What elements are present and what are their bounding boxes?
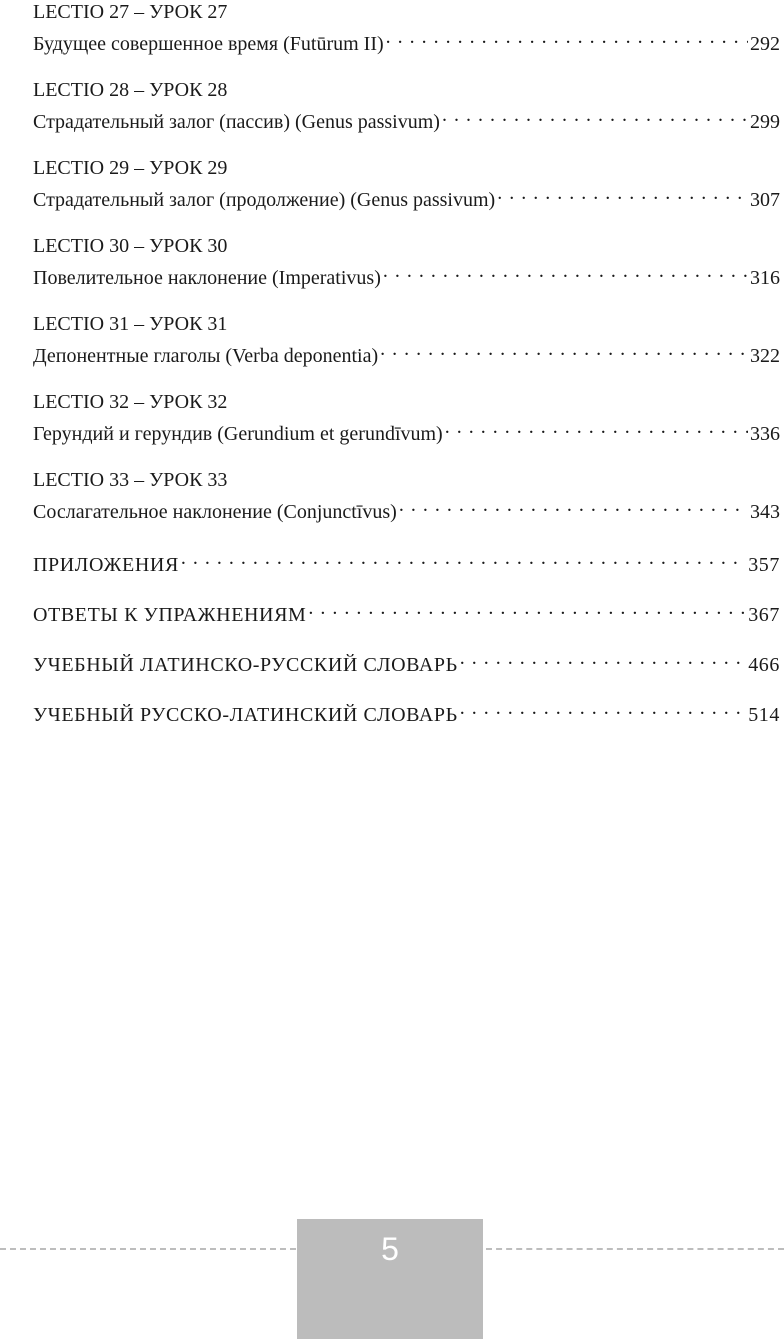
- dot-leader: [460, 696, 746, 721]
- section-title: ОТВЕТЫ К УПРАЖНЕНИЯМ: [33, 604, 307, 626]
- lesson-heading: LECTIO 30 – УРОК 30: [33, 235, 228, 257]
- footer-dashed-rule-left: [0, 1248, 296, 1250]
- toc-entry[interactable]: [33, 415, 780, 445]
- entry-page-number: 292: [750, 33, 780, 55]
- toc-lesson-31: [33, 312, 780, 367]
- entry-page-number: 307: [750, 189, 780, 211]
- toc-section-entry[interactable]: [33, 546, 780, 576]
- lesson-heading: LECTIO 28 – УРОК 28: [33, 79, 228, 101]
- toc-section-entry[interactable]: [33, 696, 780, 726]
- toc-entry[interactable]: [33, 103, 780, 133]
- dot-leader: [399, 493, 748, 518]
- footer-dashed-rule-right: [486, 1248, 784, 1250]
- dot-leader: [181, 546, 746, 571]
- section-page-number: 514: [748, 704, 780, 726]
- dot-leader: [383, 259, 748, 284]
- toc-entry[interactable]: [33, 181, 780, 211]
- entry-title: Сослагательное наклонение (Conjunctīvus): [33, 501, 397, 523]
- dot-leader: [308, 596, 746, 621]
- toc-entry[interactable]: [33, 25, 780, 55]
- toc-lesson-27: [33, 0, 780, 55]
- toc-section-entry[interactable]: [33, 646, 780, 676]
- lesson-heading: LECTIO 33 – УРОК 33: [33, 469, 228, 491]
- entry-title: Страдательный залог (пассив) (Genus passivum): [33, 111, 440, 133]
- page-number-tab: [297, 1219, 483, 1339]
- toc-section-entry[interactable]: [33, 596, 780, 626]
- table-of-contents: [33, 0, 780, 746]
- toc-lesson-28: [33, 78, 780, 133]
- entry-page-number: 299: [750, 111, 780, 133]
- lesson-heading: LECTIO 32 – УРОК 32: [33, 391, 228, 413]
- entry-title: Повелительное наклонение (Imperativus): [33, 267, 381, 289]
- dot-leader: [386, 25, 748, 50]
- lesson-heading: LECTIO 31 – УРОК 31: [33, 313, 228, 335]
- dot-leader: [460, 646, 746, 671]
- section-title: УЧЕБНЫЙ ЛАТИНСКО-РУССКИЙ СЛОВАРЬ: [33, 654, 458, 676]
- dot-leader: [380, 337, 748, 362]
- toc-sections: [33, 546, 780, 726]
- toc-entry[interactable]: [33, 493, 780, 523]
- dot-leader: [445, 415, 748, 440]
- dot-leader: [442, 103, 748, 128]
- lesson-heading: LECTIO 29 – УРОК 29: [33, 157, 228, 179]
- entry-title: Герундий и герундив (Gerundium et gerundīvum): [33, 423, 443, 445]
- toc-lesson-32: [33, 390, 780, 445]
- entry-title: Будущее совершенное время (Futūrum II): [33, 33, 384, 55]
- dot-leader: [497, 181, 748, 206]
- page-number: 5: [381, 1231, 399, 1267]
- lesson-heading: LECTIO 27 – УРОК 27: [33, 1, 228, 23]
- section-page-number: 367: [748, 604, 780, 626]
- toc-lesson-29: [33, 156, 780, 211]
- toc-entry[interactable]: [33, 337, 780, 367]
- entry-page-number: 336: [750, 423, 780, 445]
- section-page-number: 357: [748, 554, 780, 576]
- entry-page-number: 343: [750, 501, 780, 523]
- section-page-number: 466: [748, 654, 780, 676]
- toc-lesson-33: [33, 468, 780, 523]
- toc-entry[interactable]: [33, 259, 780, 289]
- entry-page-number: 316: [750, 267, 780, 289]
- entry-page-number: 322: [750, 345, 780, 367]
- section-title: УЧЕБНЫЙ РУССКО-ЛАТИНСКИЙ СЛОВАРЬ: [33, 704, 458, 726]
- toc-lesson-30: [33, 234, 780, 289]
- section-title: ПРИЛОЖЕНИЯ: [33, 554, 179, 576]
- entry-title: Страдательный залог (продолжение) (Genus passivum): [33, 189, 496, 211]
- entry-title: Депонентные глаголы (Verba deponentia): [33, 345, 379, 367]
